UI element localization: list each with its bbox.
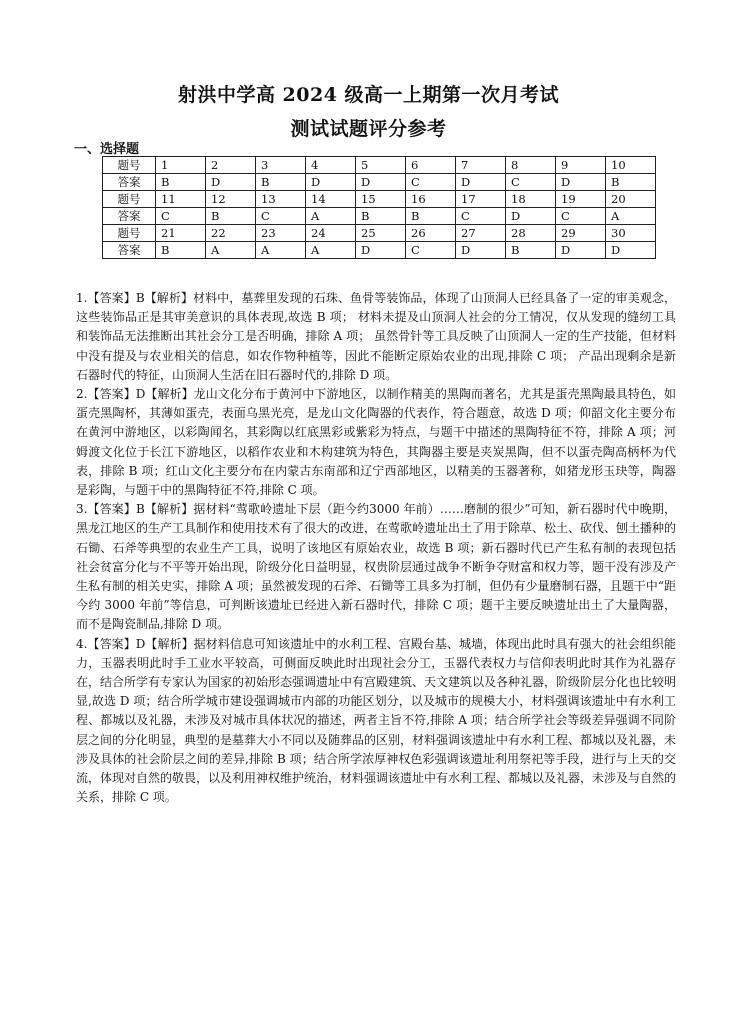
table-row bbox=[103, 225, 656, 242]
table-cell: A bbox=[256, 242, 306, 259]
table-cell: C bbox=[456, 208, 506, 225]
explanation-2: 2.【答案】D【解析】龙山文化分布于黄河中下游地区，以制作精美的黑陶而著名，尤其是蛋壳黑陶最具特色，如蛋壳黑陶杯，其薄如蛋壳，表面乌黑光亮，是龙山文化陶器的代表作，符合题意，故选 D 项；仰韶文化主要分布在黄河中游地区，以彩陶闻名，其彩陶以红底黑彩或紫彩为特点，与题干中描述的黑陶特征不符，排除 A 项；河姆渡文化位于长江下游地区，以稻作农业和木构建筑为特色，其陶器主要是夹炭黑陶，但不以蛋壳陶高柄杯为代表，排除 B 项；红山文化主要分布在内蒙古东南部和辽宁西部地区，以精美的玉器著称，如猪龙形玉玦等，陶器是彩陶，与题干中的黑陶特征不符,排除 C 项。 bbox=[76, 387, 676, 498]
table-cell: 11 bbox=[156, 191, 206, 208]
row-label: 答案 bbox=[103, 208, 156, 225]
table-cell: 27 bbox=[456, 225, 506, 242]
table-cell: 5 bbox=[356, 157, 406, 174]
table-cell: B bbox=[606, 174, 656, 191]
table-cell: 4 bbox=[306, 157, 356, 174]
table-cell: C bbox=[406, 242, 456, 259]
table-cell: 25 bbox=[356, 225, 406, 242]
table-row bbox=[103, 174, 656, 191]
table-row bbox=[103, 242, 656, 259]
table-cell: C bbox=[556, 208, 606, 225]
explanation-1: 1.【答案】B【解析】材料中，墓葬里发现的石珠、鱼骨等装饰品，体现了山顶洞人已经具备了一定的审美观念，这些装饰品正是其审美意识的具体表现,故选 B 项； 材料未提及山顶洞人社会的分工情况，仅从发现的缝纫工具和装饰品无法推断出其社会分工是否明确，排除 A 项； 虽然骨针等工具反映了山顶洞人一定的生产技能，但材料中没有提及与农业相关的信息，如农作物种植等，因此不能断定原始农业的出现,排除 C 项； 产品出现剩余是新石器时代的特征，山顶洞人生活在旧石器时代的,排除 D 项。 bbox=[76, 291, 676, 382]
table-cell: B bbox=[206, 208, 256, 225]
table-cell: B bbox=[156, 242, 206, 259]
table-cell: 9 bbox=[556, 157, 606, 174]
page-subtitle: 测试试题评分参考 bbox=[290, 118, 447, 140]
row-label: 答案 bbox=[103, 242, 156, 259]
table-cell: 23 bbox=[256, 225, 306, 242]
table-cell: 10 bbox=[606, 157, 656, 174]
table-cell: 3 bbox=[256, 157, 306, 174]
table-row bbox=[103, 191, 656, 208]
table-cell: D bbox=[556, 242, 606, 259]
table-cell: B bbox=[256, 174, 306, 191]
table-cell: D bbox=[356, 174, 406, 191]
table-cell: 1 bbox=[156, 157, 206, 174]
table-cell: C bbox=[156, 208, 206, 225]
table-cell: D bbox=[356, 242, 406, 259]
table-cell: 8 bbox=[506, 157, 556, 174]
table-cell: D bbox=[606, 242, 656, 259]
table-cell: 15 bbox=[356, 191, 406, 208]
table-cell: 18 bbox=[506, 191, 556, 208]
table-cell: B bbox=[506, 242, 556, 259]
table-cell: 26 bbox=[406, 225, 456, 242]
row-label: 题号 bbox=[103, 225, 156, 242]
table-cell: 30 bbox=[606, 225, 656, 242]
explanations bbox=[76, 289, 676, 807]
table-cell: D bbox=[306, 174, 356, 191]
table-cell: 13 bbox=[256, 191, 306, 208]
row-label: 题号 bbox=[103, 191, 156, 208]
table-cell: D bbox=[456, 242, 506, 259]
table-cell: 22 bbox=[206, 225, 256, 242]
table-cell: D bbox=[206, 174, 256, 191]
table-cell: A bbox=[306, 242, 356, 259]
table-cell: C bbox=[506, 174, 556, 191]
table-cell: 20 bbox=[606, 191, 656, 208]
table-cell: 17 bbox=[456, 191, 506, 208]
row-label: 题号 bbox=[103, 157, 156, 174]
page-title: 射洪中学高 2024 级高一上期第一次月考试 bbox=[177, 84, 560, 106]
section-heading: 一、选择题 bbox=[74, 142, 140, 157]
table-cell: 28 bbox=[506, 225, 556, 242]
table-cell: 24 bbox=[306, 225, 356, 242]
answer-table bbox=[102, 156, 656, 259]
table-cell: 7 bbox=[456, 157, 506, 174]
table-cell: D bbox=[456, 174, 506, 191]
table-cell: A bbox=[306, 208, 356, 225]
table-cell: B bbox=[156, 174, 206, 191]
table-cell: D bbox=[506, 208, 556, 225]
table-cell: 16 bbox=[406, 191, 456, 208]
table-cell: 14 bbox=[306, 191, 356, 208]
table-row bbox=[103, 157, 656, 174]
table-cell: 21 bbox=[156, 225, 206, 242]
table-cell: 6 bbox=[406, 157, 456, 174]
table-cell: A bbox=[606, 208, 656, 225]
table-cell: C bbox=[406, 174, 456, 191]
table-cell: B bbox=[406, 208, 456, 225]
table-cell: 29 bbox=[556, 225, 606, 242]
table-row bbox=[103, 208, 656, 225]
table-cell: B bbox=[356, 208, 406, 225]
table-cell: D bbox=[556, 174, 606, 191]
table-cell: 2 bbox=[206, 157, 256, 174]
table-cell: C bbox=[256, 208, 306, 225]
row-label: 答案 bbox=[103, 174, 156, 191]
explanation-4: 4.【答案】D【解析】据材料信息可知该遗址中的水利工程、宫殿台基、城墙，体现出此时具有强大的社会组织能力，玉器表明此时手工业水平较高，可侧面反映此时出现社会分工，玉器代表权力与信仰表明此时其作为礼器存在，结合所学有专家认为国家的初始形态强调遗址中有宫殿建筑、天文建筑以及各种礼器，阶级阶层分化也比较明显,故选 D 项；结合所学城市建设强调城市内部的功能区划分，以及城市的规模大小，材料强调该遗址中有水利工程、都城以及礼器，未涉及对城市具体状况的描述，两者主旨不符,排除 A 项；结合所学社会等级差异强调不同阶层之间的分化明显，典型的是墓葬大小不同以及随葬品的区别，材料强调该遗址中有水利工程、都城以及礼器，未涉及具体的社会阶层之间的差异,排除 B 项；结合所学浓厚神权色彩强调该遗址利用祭祀等手段，进行与上天的交流，体现对自然的敬畏，以及利用神权维护统治，材料强调该遗址中有水利工程、都城以及礼器，未涉及与自然的关系，排除 C 项。 bbox=[76, 636, 677, 805]
table-cell: 12 bbox=[206, 191, 256, 208]
table-cell: A bbox=[206, 242, 256, 259]
table-cell: 19 bbox=[556, 191, 606, 208]
explanation-3: 3.【答案】B【解析】据材料“莺歌岭遗址下层（距今约3000 年前）……磨制的很少”可知，新石器时代中晚期，黑龙江地区的生产工具制作和使用技术有了很大的改进，在莺歌岭遗址出土了用于除草、松土、砍伐、刨土播种的石锄、石斧等典型的农业生产工具，说明了该地区有原始农业，故选 B 项；新石器时代已产生私有制的表现包括社会贫富分化与不平等开始出现，阶级分化日益明显，权贵阶层通过战争不断争夺财富和权力等，题干没有涉及产生私有制的相关史实，排除 A 项；虽然被发现的石斧、石锄等工具多为打制，但仍有少量磨制石器，且题干中“距今约 3000 年前”等信息，可判断该遗址已经进入新石器时代，排除 C 项；题干主要反映遗址出土了大量陶器，而不是陶瓷制品,排除 D 项。 bbox=[76, 502, 677, 632]
